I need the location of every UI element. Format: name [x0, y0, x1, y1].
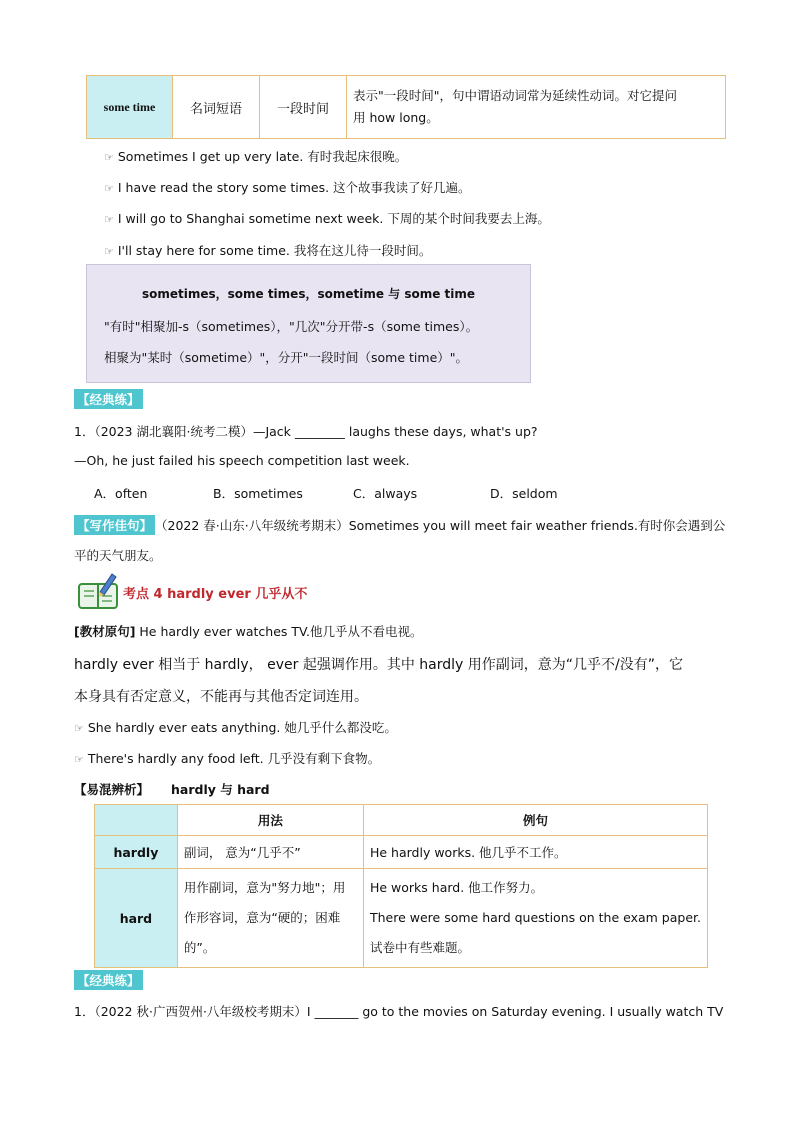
usage-cell: [347, 76, 726, 139]
pointing-hand-icon: ☞: [104, 213, 114, 226]
option-b: B．sometimes: [213, 486, 303, 501]
usage-hard: 用作副词，意为"努力地"；用作形容词，意为“硬的；困难的”。: [177, 869, 363, 968]
examples-hard: [363, 869, 707, 968]
word-hard: hard: [95, 869, 178, 968]
textbook-label: [教材原句]: [74, 624, 136, 639]
compare-table: [94, 804, 708, 968]
writing-line-1: 【写作佳句】 （2022 春·山东·八年级统考期末）Sometimes you will meet fair weather friends.有时你会遇到公: [74, 515, 725, 535]
pointing-hand-icon: ☞: [74, 722, 84, 735]
example-sentence: ☞ There's hardly any food left. 几乎没有剩下食物。: [74, 751, 381, 766]
example-sentence: ☞ Sometimes I get up very late. 有时我起床很晚。: [104, 149, 408, 164]
memo-line-2: 相聚为"某时（sometime）"，分开"一段时间（some time）"。: [104, 350, 469, 365]
point4-heading: 考点 4 hardly ever 几乎从不: [123, 587, 308, 602]
example-line: There were some hard questions on the exam paper.: [369, 910, 701, 925]
pointing-hand-icon: ☞: [104, 245, 114, 258]
word-hardly: hardly: [95, 836, 178, 869]
meaning-cell: 一段时间: [260, 76, 347, 139]
top-table: [86, 75, 726, 139]
question-stem: 1．（2022 秋·广西贺州·八年级校考期末）I _______ go to the movies on Saturday evening. I usually watch TV: [74, 1004, 724, 1019]
writing-line-2: 平的天气朋友。: [74, 548, 162, 563]
explain-line-1: hardly ever 相当于 hardly， ever 起强调作用。其中 hardly 用作副词，意为“几乎不/没有”，它: [74, 657, 683, 673]
textbook-sentence: [教材原句] He hardly ever watches TV.他几乎从不看电视。: [74, 624, 423, 639]
option-c: C．always: [353, 486, 418, 501]
term-cell: some time: [87, 76, 173, 139]
example-sentence: ☞ She hardly ever eats anything. 她几乎什么都没吃。: [74, 720, 397, 735]
pointing-hand-icon: ☞: [104, 182, 114, 195]
memo-title: sometimes，some times，sometime 与 some time: [141, 287, 476, 301]
pointing-hand-icon: ☞: [104, 151, 114, 164]
memo-box: [86, 264, 531, 383]
header-examples: 例句: [363, 805, 707, 836]
example-sentence: ☞ I'll stay here for some time. 我将在这儿待一段时间。: [104, 243, 432, 258]
examples-hardly: He hardly works. 他几乎不工作。: [363, 836, 707, 869]
example-sentence: ☞ I have read the story some times. 这个故事我读了好几遍。: [104, 180, 471, 195]
option-d: D．seldom: [490, 486, 558, 501]
practice-label: 【经典练】: [74, 389, 143, 409]
header-blank: [95, 805, 178, 836]
confusion-heading: 【易混辨析】 hardly 与 hard: [74, 782, 270, 797]
explain-line-2: 本身具有否定意义，不能再与其他否定词连用。: [74, 689, 368, 705]
memo-line-1: "有时"相聚加-s（sometimes），"几次"分开带-s（some times）。: [104, 319, 479, 334]
practice-label: 【经典练】: [74, 970, 143, 990]
category-cell: 名词短语: [173, 76, 260, 139]
usage-line-1: 表示"一段时间"，句中谓语动词常为延续性动词。对它提问: [353, 88, 678, 103]
question-stem: 1．（2023 湖北襄阳·统考二模）—Jack ________ laughs these days, what's up?: [74, 424, 538, 439]
pointing-hand-icon: ☞: [74, 753, 84, 766]
usage-line-2: 用 how long。: [353, 110, 439, 125]
example-line: He works hard. 他工作努力。: [369, 880, 544, 895]
header-usage: 用法: [177, 805, 363, 836]
example-sentence: ☞ I will go to Shanghai sometime next week. 下周的某个时间我要去上海。: [104, 211, 550, 226]
book-pencil-icon: [76, 572, 120, 610]
usage-hardly: 副词， 意为“几乎不”: [177, 836, 363, 869]
example-line: 试卷中有些难题。: [369, 940, 470, 955]
option-a: A．often: [94, 486, 148, 501]
question-reply: —Oh, he just failed his speech competition last week.: [74, 453, 410, 468]
